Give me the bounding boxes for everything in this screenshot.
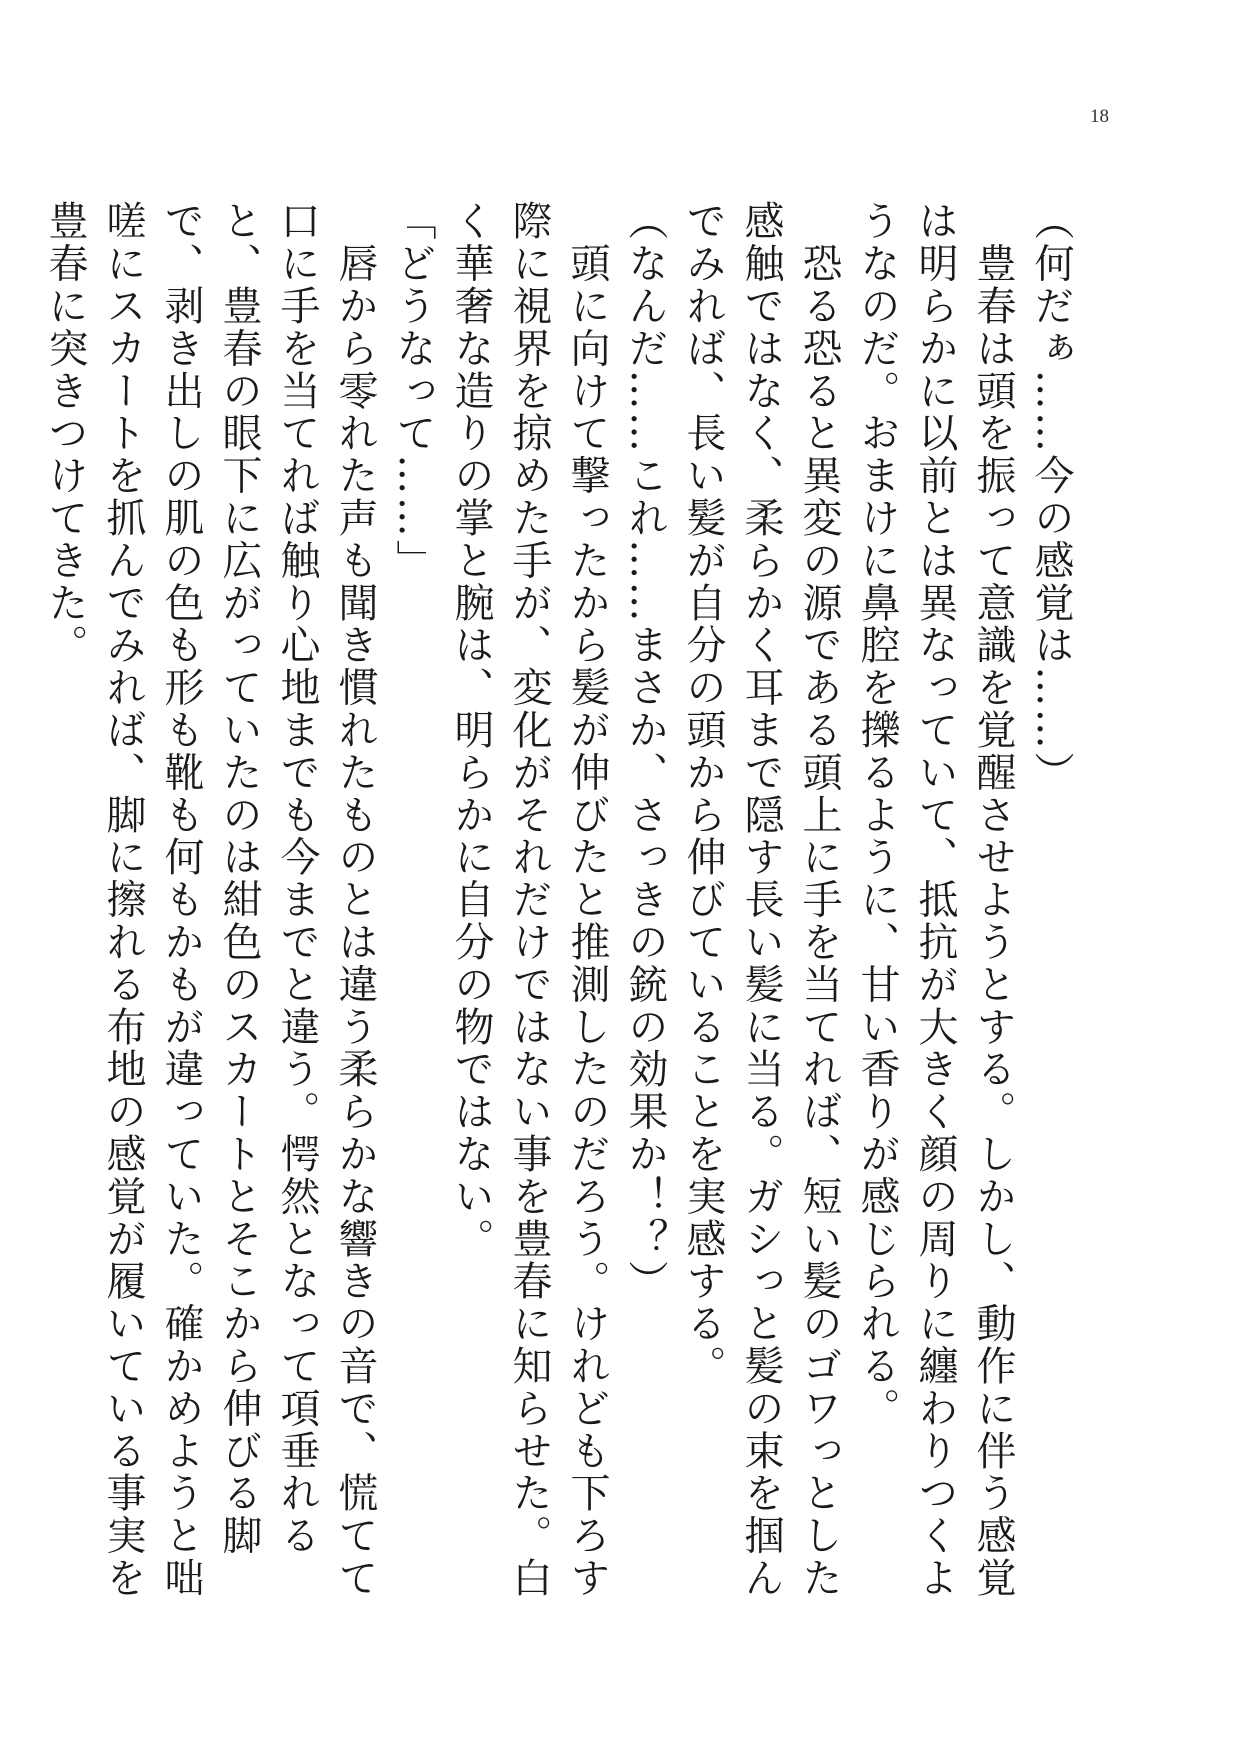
paragraph-dialogue-1: 「どうなって……」 — [390, 200, 436, 582]
paragraph-narration-2: 恐る恐ると異変の源である頭上に手を当てれば、短い髪のゴワっとした感触ではなく、柔らかく耳まで隠す長い髪に当る。ガシっと髪の束を掴んでみれば、長い髪が自分の頭から伸びていることを実感する。 — [680, 200, 842, 1600]
paragraph-narration-4: 唇から零れた声も聞き慣れたものとは違う柔らかな響きの音で、慌てて口に手を当てれば触り心地までも今までと違う。愕然となって項垂れると、豊春の眼下に広がっていたのは紺色のスカートとそこから伸びる脚で、剥き出しの肌の色も形も靴も何もかもが違っていた。確かめようと咄嗟にスカートを抓んでみれば、脚に擦れる布地の感覚が履いている事実を豊春に突きつけてきた。 — [42, 200, 378, 1600]
paragraph-narration-3: 頭に向けて撃ったから髪が伸びたと推測したのだろう。けれども下ろす際に視界を掠めた手が、変化がそれだけではない事を豊春に知らせた。白く華奢な造りの掌と腕は、明らかに自分の物ではない。 — [448, 200, 610, 1600]
paragraph-thought-2: （なんだ……これ……まさか、さっきの銃の効果か！？） — [622, 200, 668, 1303]
paragraph-narration-1: 豊春は頭を振って意識を覚醒させようとする。しかし、動作に伴う感覚は明らかに以前とは異なっていて、抵抗が大きく顔の周りに纏わりつくようなのだ。おまけに鼻腔を擽るように、甘い香りが感じられる。 — [854, 200, 1016, 1600]
page-number: 18 — [1090, 106, 1109, 127]
paragraph-thought-1: （何だぁ……今の感覚は……） — [1028, 200, 1074, 794]
novel-text-block — [42, 200, 1080, 1640]
